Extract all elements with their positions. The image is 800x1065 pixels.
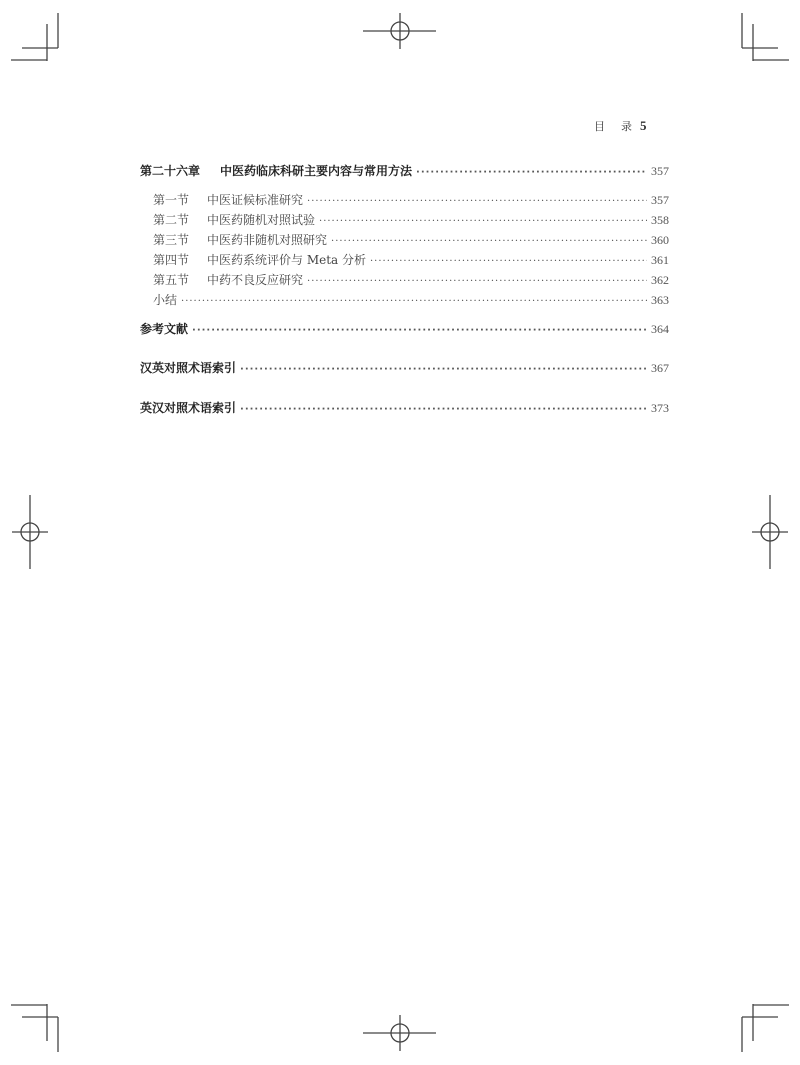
registration-mark-top — [363, 13, 436, 49]
section-number: 第二节 — [153, 213, 190, 227]
leader-dots — [307, 194, 647, 210]
crop-mark-bottom-right — [742, 1004, 789, 1052]
page-ref: 363 — [651, 293, 669, 307]
section-number: 第五节 — [153, 273, 190, 287]
entry-title: 参考文献 — [140, 322, 189, 336]
leader-dots — [240, 362, 647, 378]
section-title: 中医药随机对照试验 — [207, 213, 316, 227]
page-ref: 360 — [651, 233, 669, 247]
section-number: 第三节 — [153, 233, 190, 247]
leader-dots — [370, 254, 647, 270]
crop-mark-top-left — [11, 13, 58, 61]
leader-dots — [240, 402, 647, 418]
section-number: 第四节 — [153, 253, 190, 267]
leader-dots — [416, 165, 647, 181]
crop-mark-bottom-left — [11, 1004, 58, 1052]
page-ref: 373 — [651, 401, 669, 415]
page-ref: 362 — [651, 273, 669, 287]
toc-section-entry[interactable] — [0, 192, 669, 210]
leader-dots — [307, 274, 647, 290]
section-title: 中医证候标准研究 — [207, 193, 304, 207]
registration-mark-left — [12, 495, 48, 569]
page-ref: 357 — [651, 193, 669, 207]
leader-dots — [181, 294, 647, 310]
page-ref: 358 — [651, 213, 669, 227]
toc-section-entry[interactable] — [0, 272, 669, 290]
toc-section-entry[interactable] — [0, 232, 669, 250]
toc-chapter-entry[interactable] — [0, 163, 669, 181]
page-number: 5 — [640, 118, 647, 133]
section-title: 中药不良反应研究 — [207, 273, 304, 287]
toc-section-entry[interactable] — [0, 252, 669, 270]
toc-entry-cn-en-index[interactable] — [0, 360, 669, 378]
toc-entry-en-cn-index[interactable] — [0, 400, 669, 418]
section-title: 中医药系统评价与 Meta 分析 — [207, 253, 366, 267]
page-ref: 367 — [651, 361, 669, 375]
entry-title: 英汉对照术语索引 — [140, 401, 237, 415]
header-label: 目 — [594, 120, 605, 133]
page-ref: 357 — [651, 164, 669, 178]
page-ref: 364 — [651, 322, 669, 336]
crop-mark-top-right — [742, 13, 789, 61]
chapter-title: 中医药临床科研主要内容与常用方法 — [220, 164, 413, 178]
section-title: 小结 — [153, 293, 178, 307]
leader-dots — [319, 214, 647, 230]
toc-section-entry[interactable] — [0, 212, 669, 230]
leader-dots — [331, 234, 647, 250]
toc-entry-references[interactable] — [0, 321, 669, 339]
leader-dots — [192, 323, 647, 339]
section-title: 中医药非随机对照研究 — [207, 233, 328, 247]
header-label: 录 — [621, 120, 632, 133]
chapter-number: 第二十六章 — [140, 164, 201, 178]
running-header — [594, 118, 647, 134]
toc-section-entry[interactable] — [0, 292, 669, 310]
entry-title: 汉英对照术语索引 — [140, 361, 237, 375]
section-number: 第一节 — [153, 193, 190, 207]
registration-mark-right — [752, 495, 788, 569]
page-ref: 361 — [651, 253, 669, 267]
registration-mark-bottom — [363, 1015, 436, 1051]
